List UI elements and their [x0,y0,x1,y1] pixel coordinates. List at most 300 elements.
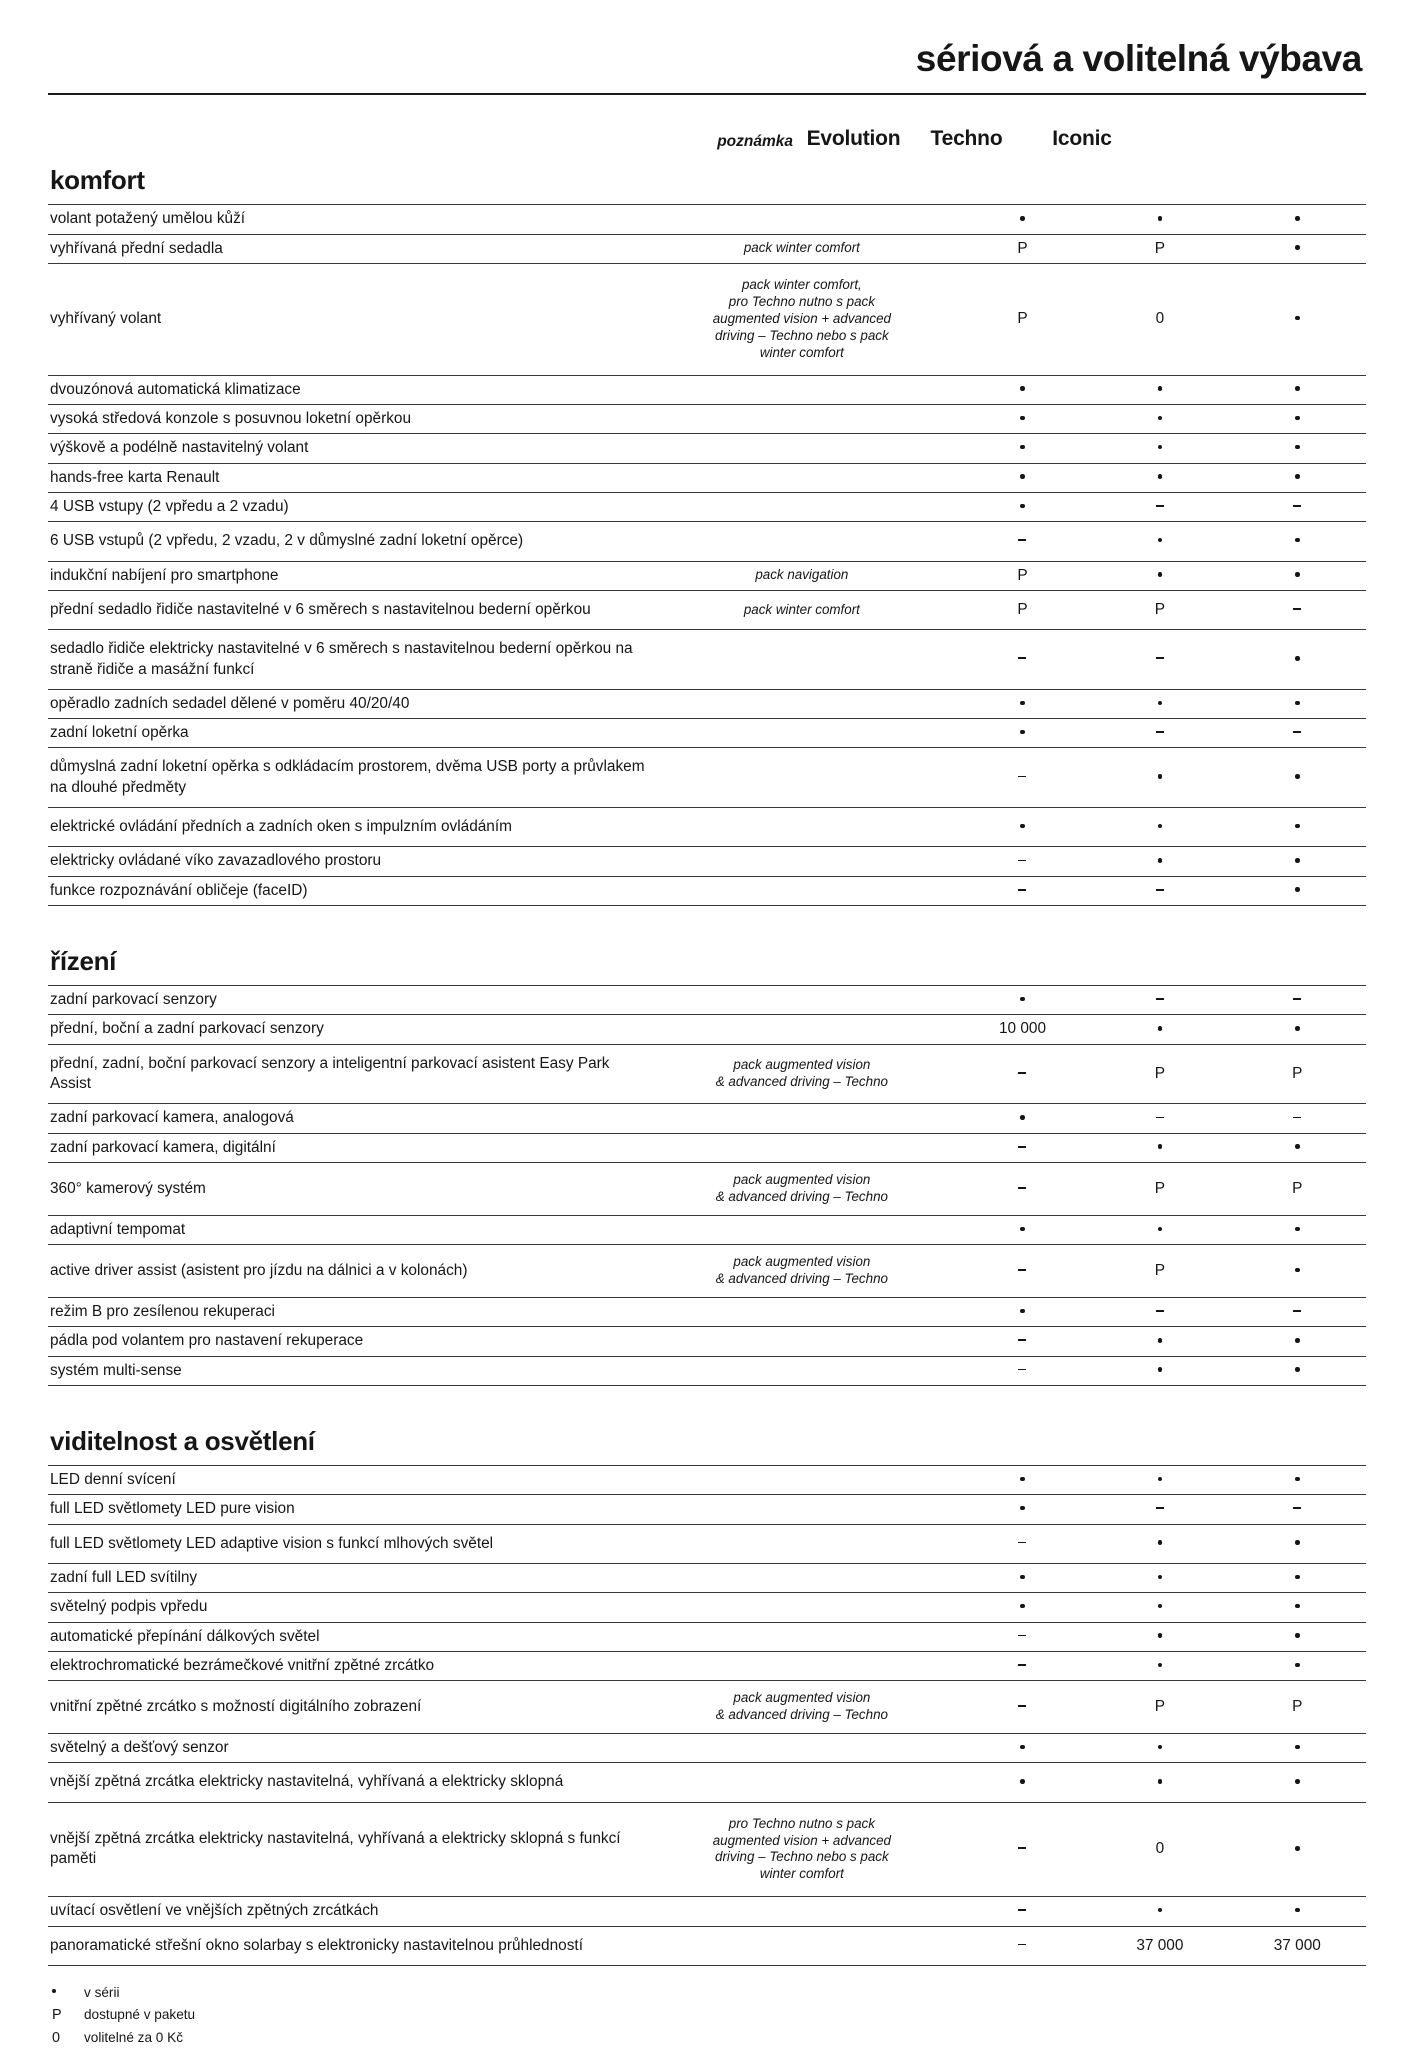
standard-dot-icon [1295,1026,1300,1031]
cell-value-evolution [954,1651,1091,1680]
not-available-dash-icon [1018,1146,1026,1148]
standard-dot-icon [1295,1604,1300,1609]
standard-dot-icon [1158,1540,1163,1545]
table-row [48,1734,1366,1763]
cell-feature: vysoká středová konzole s posuvnou loketní opěrkou [50,409,412,427]
standard-dot-icon [1295,474,1300,479]
cell-feature: elektricky ovládané víko zavazadlového prostoru [50,852,382,870]
cell-value-techno [1091,876,1228,905]
legend-symbol: 0 [52,2029,61,2046]
table-row [48,1651,1366,1680]
cell-feature: indukční nabíjení pro smartphone [50,566,279,584]
cell-note [656,1327,954,1356]
cell-value-iconic [1229,748,1366,808]
title-divider [48,93,1366,95]
cell-value-iconic [1229,205,1366,234]
cell-value-techno [1091,1215,1228,1244]
cell-feature: vnitřní zpětné zrcátko s možností digitálního zobrazení [50,1697,422,1715]
cell-value-evolution [954,1926,1091,1965]
cell-feature: důmyslná zadní loketní opěrka s odkládacím prostorem, dvěma USB porty a průvlakem na dlouhé předměty [50,758,645,796]
cell-note [656,434,954,463]
cell-value-techno [1091,1524,1228,1563]
not-available-dash-icon [1018,1187,1026,1189]
cell-value-evolution [954,375,1091,404]
cell-value-iconic [1229,630,1366,690]
cell-value-evolution [954,630,1091,690]
table-row [48,719,1366,748]
cell-value-techno [1091,847,1228,876]
standard-dot-icon [1158,1144,1163,1149]
cell-feature: volant potažený umělou kůží [50,210,246,228]
standard-dot-icon [1158,824,1163,829]
cell-feature: dvouzónová automatická klimatizace [50,380,301,398]
standard-dot-icon [1020,701,1025,706]
table-row [48,748,1366,808]
cell-value-iconic [1229,1593,1366,1622]
standard-dot-icon [1158,701,1163,706]
cell-value-evolution [954,1465,1091,1494]
cell-value-iconic [1229,1495,1366,1524]
standard-dot-icon [1295,774,1300,779]
cell-value-iconic [1229,264,1366,375]
cell-feature: hands-free karta Renault [50,468,220,486]
cell-value-iconic [1229,404,1366,433]
not-available-dash-icon [1293,1507,1301,1509]
legend-item [52,2004,1366,2026]
standard-dot-icon [1295,1268,1300,1273]
page-title: sériová a volitelná výbava [915,38,1362,79]
cell-value-iconic [1229,375,1366,404]
cell-note: pack navigation [755,567,849,583]
standard-dot-icon [1158,1338,1163,1343]
table-row [48,1163,1366,1216]
cell-value-techno [1091,561,1228,590]
cell-value-techno: P [1154,239,1166,257]
standard-dot-icon [1295,216,1300,221]
standard-dot-icon [1158,474,1163,479]
cell-value-techno [1091,1495,1228,1524]
standard-dot-icon [1295,1745,1300,1750]
cell-value-evolution [954,847,1091,876]
cell-value-techno [1091,492,1228,521]
table-row [48,1104,1366,1133]
cell-value-iconic [1229,1133,1366,1162]
table-row [48,1763,1366,1802]
cell-note [656,748,954,808]
standard-dot-icon [1158,538,1163,543]
standard-dot-icon [1020,1506,1025,1511]
cell-value-evolution [954,434,1091,463]
table-row [48,1897,1366,1926]
not-available-dash-icon [1156,1117,1164,1119]
spec-table [48,1465,1366,1966]
cell-value-techno [1091,1734,1228,1763]
standard-dot-icon [1295,572,1300,577]
column-header-techno: Techno [930,127,1003,151]
cell-value-evolution [954,463,1091,492]
standard-dot-icon [1158,216,1163,221]
cell-value-evolution [954,1563,1091,1592]
cell-value-evolution [954,1897,1091,1926]
table-row [48,463,1366,492]
table-row [48,492,1366,521]
cell-note [656,463,954,492]
standard-dot-icon [1020,1115,1025,1120]
not-available-dash-icon [1156,657,1164,659]
cell-value-techno [1091,1104,1228,1133]
section-2 [48,912,1366,1386]
standard-dot-icon [1295,445,1300,450]
cell-value-evolution: P [1017,310,1028,328]
table-row [48,847,1366,876]
standard-dot-icon [1295,887,1300,892]
standard-dot-icon [1295,1338,1300,1343]
cell-value-evolution: 10 000 [998,1020,1047,1038]
standard-dot-icon [52,1989,56,1993]
cell-value-evolution [954,522,1091,561]
standard-dot-icon [1158,1367,1163,1372]
cell-value-techno [1091,1563,1228,1592]
standard-dot-icon [1158,1633,1163,1638]
table-row [48,1622,1366,1651]
cell-value-iconic [1229,1802,1366,1897]
cell-note [656,1495,954,1524]
legend-item [52,2027,1366,2049]
standard-dot-icon [1295,1779,1300,1784]
standard-dot-icon [1158,1575,1163,1580]
section-title: viditelnost a osvětlení [50,1425,315,1456]
cell-value-iconic [1229,1215,1366,1244]
cell-value-techno [1091,1327,1228,1356]
standard-dot-icon [1158,1745,1163,1750]
cell-note [656,522,954,561]
legend-item [52,1982,1366,2004]
legend-label: v sérii [84,1984,120,2000]
cell-value-iconic [1229,1563,1366,1592]
cell-value-iconic [1229,234,1366,263]
table-row [48,986,1366,1015]
standard-dot-icon [1295,1144,1300,1149]
cell-value-techno: 37 000 [1136,1936,1184,1954]
cell-value-evolution [954,404,1091,433]
cell-value-techno [1091,986,1228,1015]
not-available-dash-icon [1018,1705,1026,1707]
cell-value-iconic [1229,847,1366,876]
cell-note [656,375,954,404]
cell-value-techno [1091,463,1228,492]
standard-dot-icon [1020,1309,1025,1314]
cell-value-techno [1091,689,1228,718]
not-available-dash-icon [1156,998,1164,1000]
cell-note [656,689,954,718]
cell-value-evolution [954,1163,1091,1216]
not-available-dash-icon [1293,731,1301,733]
cell-note [656,1734,954,1763]
table-row [48,1681,1366,1734]
cell-note [656,1651,954,1680]
section-spacer [48,1392,1366,1426]
cell-value-evolution [954,986,1091,1015]
cell-value-evolution [954,808,1091,847]
cell-value-iconic [1229,1465,1366,1494]
cell-feature: režim B pro zesílenou rekuperaci [50,1302,275,1320]
table-row [48,876,1366,905]
section-spacer [48,912,1366,946]
cell-value-iconic [1229,492,1366,521]
cell-feature: vnější zpětná zrcátka elektricky nastavitelná, vyhřívaná a elektricky sklopná s funkcí paměti [50,1830,621,1868]
legend-symbol: P [52,2007,62,2024]
table-row [48,1926,1366,1965]
standard-dot-icon [1020,730,1025,735]
standard-dot-icon [1295,858,1300,863]
not-available-dash-icon [1018,1542,1026,1544]
cell-note [656,1356,954,1385]
not-available-dash-icon [1018,539,1026,541]
not-available-dash-icon [1018,1339,1026,1341]
cell-value-techno: P [1154,1261,1166,1279]
cell-feature: 360° kamerový systém [50,1179,206,1197]
standard-dot-icon [1020,386,1025,391]
cell-value-techno [1091,630,1228,690]
cell-value-techno [1091,1133,1228,1162]
standard-dot-icon [1158,774,1163,779]
cell-note: pack winter comfort, pro Techno nutno s pack augmented vision + advanced driving – Techno nebo s pack winter comfort [712,277,891,360]
standard-dot-icon [1295,416,1300,421]
cell-note [656,1622,954,1651]
cell-value-iconic [1229,434,1366,463]
cell-feature: 4 USB vstupy (2 vpředu a 2 vzadu) [50,497,289,515]
standard-dot-icon [1158,858,1163,863]
cell-value-techno [1091,434,1228,463]
cell-feature: adaptivní tempomat [50,1220,186,1238]
standard-dot-icon [1158,416,1163,421]
cell-value-iconic [1229,808,1366,847]
cell-value-iconic [1229,1897,1366,1926]
cell-note [656,1763,954,1802]
cell-value-iconic [1229,1622,1366,1651]
table-row [48,1215,1366,1244]
cell-value-iconic [1229,1763,1366,1802]
standard-dot-icon [1158,572,1163,577]
cell-feature: zadní loketní opěrka [50,724,189,742]
table-row [48,561,1366,590]
cell-feature: vyhřívaná přední sedadla [50,239,223,257]
cell-value-techno: P [1154,1064,1166,1082]
cell-note [656,492,954,521]
table-row [48,1356,1366,1385]
cell-value-techno [1091,719,1228,748]
cell-value-evolution [954,1802,1091,1897]
cell-note [656,1926,954,1965]
cell-value-iconic [1229,1356,1366,1385]
standard-dot-icon [1158,1604,1163,1609]
cell-note [656,847,954,876]
standard-dot-icon [1158,1779,1163,1784]
cell-value-iconic [1229,590,1366,629]
cell-feature: vnější zpětná zrcátka elektricky nastavitelná, vyhřívaná a elektricky sklopná [50,1773,564,1791]
cell-value-techno: 0 [1155,310,1165,328]
cell-value-techno [1091,1356,1228,1385]
cell-feature: světelný a dešťový senzor [50,1739,229,1757]
standard-dot-icon [1020,1575,1025,1580]
table-row [48,1327,1366,1356]
cell-feature: vyhřívaný volant [50,310,162,328]
standard-dot-icon [1020,997,1025,1002]
standard-dot-icon [1295,1540,1300,1545]
cell-value-evolution [954,1622,1091,1651]
standard-dot-icon [1020,1779,1025,1784]
cell-feature: panoramatické střešní okno solarbay s elektronicky nastavitelnou průhledností [50,1936,583,1954]
cell-value-evolution [954,1245,1091,1298]
standard-dot-icon [1020,474,1025,479]
cell-note [656,1015,954,1044]
cell-note [656,719,954,748]
cell-value-iconic [1229,1104,1366,1133]
not-available-dash-icon [1156,505,1164,507]
cell-value-iconic [1229,876,1366,905]
table-row [48,404,1366,433]
table-row [48,1593,1366,1622]
cell-value-techno [1091,404,1228,433]
table-row [48,1495,1366,1524]
column-header-evolution: Evolution [806,127,901,151]
cell-note [656,1133,954,1162]
not-available-dash-icon [1293,1117,1301,1119]
cell-value-techno [1091,1015,1228,1044]
standard-dot-icon [1158,1227,1163,1232]
cell-note [656,1104,954,1133]
cell-note [656,1897,954,1926]
not-available-dash-icon [1156,889,1164,891]
standard-dot-icon [1295,824,1300,829]
cell-value-iconic [1229,1524,1366,1563]
standard-dot-icon [1158,1477,1163,1482]
cell-feature: zadní parkovací kamera, digitální [50,1138,276,1156]
cell-value-techno [1091,1297,1228,1326]
cell-value-evolution [954,492,1091,521]
standard-dot-icon [1020,1745,1025,1750]
cell-value-iconic [1229,1015,1366,1044]
cell-value-iconic [1229,1734,1366,1763]
cell-value-techno [1091,522,1228,561]
not-available-dash-icon [1293,505,1301,507]
cell-feature: opěradlo zadních sedadel dělené v poměru 40/20/40 [50,694,410,712]
table-row [48,1563,1366,1592]
cell-value-evolution [954,689,1091,718]
cell-note [656,1297,954,1326]
cell-feature: 6 USB vstupů (2 vpředu, 2 vzadu, 2 v důmyslné zadní loketní opěrce) [50,532,524,550]
cell-value-evolution [954,1593,1091,1622]
not-available-dash-icon [1018,1847,1026,1849]
not-available-dash-icon [1018,1944,1026,1946]
not-available-dash-icon [1018,776,1026,778]
not-available-dash-icon [1293,608,1301,610]
cell-value-iconic [1229,1245,1366,1298]
not-available-dash-icon [1156,1310,1164,1312]
table-row [48,1524,1366,1563]
cell-value-evolution [954,1734,1091,1763]
standard-dot-icon [1295,701,1300,706]
cell-value-techno [1091,748,1228,808]
cell-feature: elektrochromatické bezrámečkové vnitřní zpětné zrcátko [50,1656,435,1674]
table-row [48,1133,1366,1162]
cell-value-techno: P [1154,1179,1166,1197]
cell-value-evolution [954,876,1091,905]
standard-dot-icon [1295,245,1300,250]
table-row [48,689,1366,718]
standard-dot-icon [1295,1846,1300,1851]
standard-dot-icon [1295,656,1300,661]
standard-dot-icon [1295,1367,1300,1372]
not-available-dash-icon [1018,889,1026,891]
cell-note: pack augmented vision & advanced driving – Techno [715,1172,888,1204]
section-title: komfort [50,165,145,196]
standard-dot-icon [1295,1575,1300,1580]
cell-note [656,876,954,905]
cell-feature: funkce rozpoznávání obličeje (faceID) [50,881,308,899]
cell-value-techno: 0 [1155,1840,1165,1858]
cell-value-evolution: P [1017,566,1028,584]
cell-feature: LED denní svícení [50,1470,176,1488]
not-available-dash-icon [1018,1072,1026,1074]
cell-feature: přední sedadlo řidiče nastavitelné v 6 směrech s nastavitelnou bederní opěrkou [50,600,591,618]
cell-note [656,1465,954,1494]
cell-value-evolution [954,1327,1091,1356]
not-available-dash-icon [1018,1909,1026,1911]
table-row [48,590,1366,629]
cell-value-iconic [1229,689,1366,718]
cell-feature: výškově a podélně nastavitelný volant [50,439,309,457]
cell-value-techno [1091,1763,1228,1802]
not-available-dash-icon [1293,998,1301,1000]
standard-dot-icon [1020,1604,1025,1609]
cell-feature: full LED světlomety LED adaptive vision s funkcí mlhových světel [50,1534,494,1552]
cell-value-iconic: P [1292,1697,1303,1715]
cell-value-evolution [954,1215,1091,1244]
cell-value-evolution [954,1681,1091,1734]
cell-value-iconic: P [1292,1179,1303,1197]
cell-note: pack winter comfort [743,240,860,256]
cell-feature: uvítací osvětlení ve vnějších zpětných zrcátkách [50,1902,379,1920]
cell-value-iconic [1229,561,1366,590]
cell-note: pack augmented vision & advanced driving – Techno [715,1057,888,1090]
standard-dot-icon [1295,386,1300,391]
legend-symbol [52,1982,84,2004]
table-row [48,1044,1366,1104]
cell-feature: pádla pod volantem pro nastavení rekuperace [50,1332,364,1350]
spec-sections [48,165,1366,1965]
cell-value-techno [1091,808,1228,847]
standard-dot-icon [1158,445,1163,450]
not-available-dash-icon [1018,860,1026,862]
cell-value-iconic: P [1292,1064,1303,1082]
standard-dot-icon [1295,1663,1300,1668]
not-available-dash-icon [1293,1310,1301,1312]
cell-value-evolution: P [1017,600,1028,618]
legend-label: volitelné za 0 Kč [84,2029,183,2045]
table-row [48,522,1366,561]
table-row [48,630,1366,690]
cell-value-iconic [1229,522,1366,561]
table-row [48,1802,1366,1897]
table-row [48,1245,1366,1298]
standard-dot-icon [1158,1908,1163,1913]
standard-dot-icon [1020,504,1025,509]
not-available-dash-icon [1018,1664,1026,1666]
cell-feature: zadní parkovací senzory [50,991,217,1009]
cell-value-techno [1091,1465,1228,1494]
spec-table [48,204,1366,906]
